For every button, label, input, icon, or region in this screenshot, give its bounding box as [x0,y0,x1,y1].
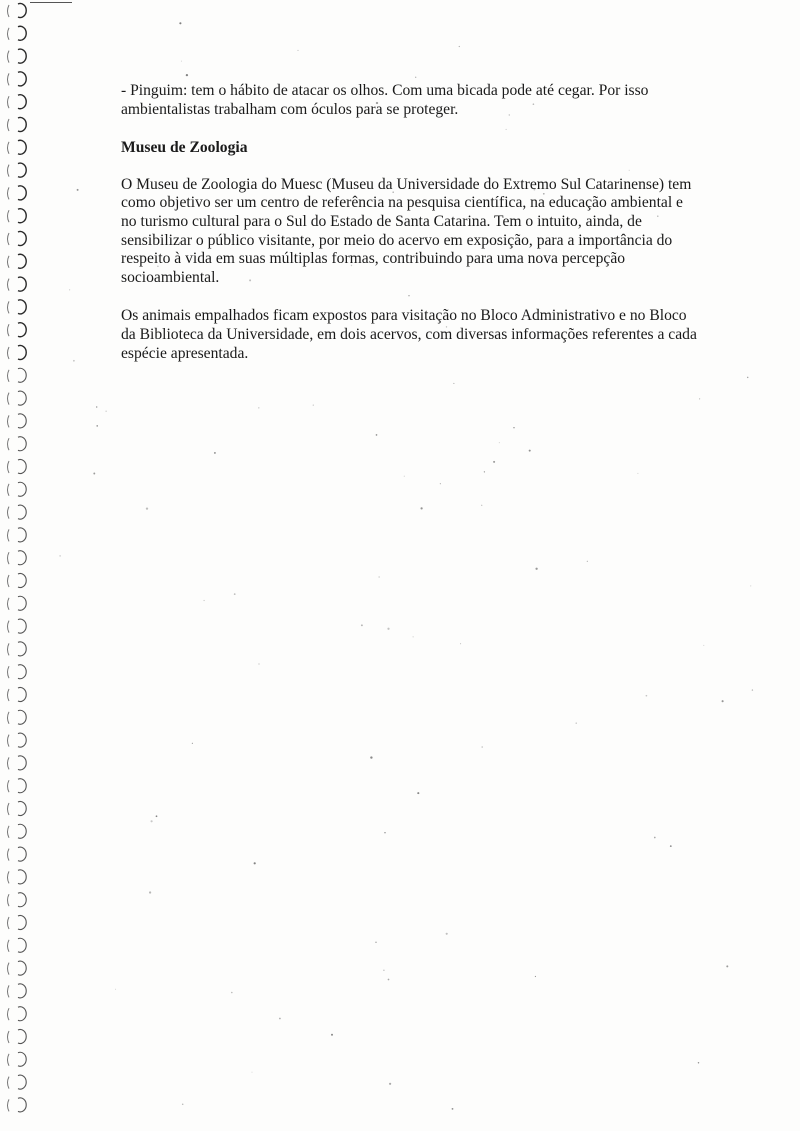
scan-speck [513,427,514,428]
scan-speck [535,568,537,570]
scan-speck [258,407,259,408]
scan-speck [384,832,385,833]
scan-speck [313,405,314,406]
scan-speck [151,820,153,822]
scan-speck [231,992,233,994]
scan-speck [415,77,416,78]
scan-speck [203,600,204,601]
scan-speck [376,434,378,436]
scan-speck [646,695,648,697]
scan-speck [234,593,236,595]
scan-speck [375,942,377,944]
scan-speck [214,452,216,454]
scan-speck [726,965,728,967]
scan-speck [576,722,577,723]
scan-speck [413,636,414,637]
scan-speck [747,377,749,379]
scan-speck [459,46,460,47]
spacer [121,287,701,307]
scan-speck [370,756,372,758]
scan-speck [453,383,454,384]
scan-speck [77,189,79,191]
scan-speck [192,743,193,744]
scan-speck [499,442,500,443]
scan-speck [654,837,656,839]
scan-speck [388,979,390,981]
scan-speck [59,555,61,557]
scan-speck [179,22,181,24]
exhibits-paragraph: Os animais empalhados ficam expostos para visitação no Bloco Administrativo e no Bloco da Biblioteca da Universidade, em dois acervos, com diversas informações referentes a cada espécie apresentada. [121,307,697,362]
scan-speck [379,577,380,578]
scan-speck [698,1062,699,1063]
intro-paragraph: - Pinguim: tem o hábito de atacar os olhos. Com uma bicada pode até cegar. Por isso ambientalistas trabalham com óculos para se proteger. [121,82,649,118]
scan-speck [383,970,385,972]
scan-speck [637,473,638,474]
scan-speck [182,1103,184,1105]
scan-speck [73,360,75,362]
scan-speck [106,411,107,412]
scan-speck [484,471,485,472]
document-body [121,82,701,363]
scan-speck [752,689,753,690]
scan-speck [404,476,405,477]
spacer [121,119,701,139]
section-heading: Museu de Zoologia [121,139,248,157]
scan-speck [452,1108,454,1110]
scan-speck [481,505,482,506]
scan-speck [587,561,588,562]
scan-speck [417,792,419,794]
scan-speck [115,989,116,990]
scan-speck [93,473,95,475]
scan-speck [703,645,704,646]
museum-description-paragraph: O Museu de Zoologia do Muesc (Museu da Universidade do Extremo Sul Catarinense) tem como objetivo ser um centro de referência na pesquisa científica, na educação ambiental e no turismo cultural para o Sul do Estado de Santa Catarina. Tem o intuito, ainda, de sensibilizar o público visitante, por meio do acervo em exposição, para a importância do respeito à vida em suas múltiplas formas, contribuindo para uma nova percepção socioambiental. [121,175,692,286]
scan-speck [298,50,299,51]
scan-speck [722,700,724,702]
scan-speck [96,406,97,407]
scan-speck [252,1072,253,1073]
scan-speck [254,862,256,864]
scan-speck [699,398,700,399]
scan-speck [146,507,148,509]
scan-speck [493,461,495,463]
spacer [121,158,701,176]
scan-speck [149,891,151,893]
scan-speck [69,289,70,290]
scan-speck [440,483,441,484]
scan-speck [258,663,259,664]
scan-speck [481,746,483,748]
scan-speck [420,507,422,509]
scan-speck [96,425,98,427]
scan-speck [529,450,531,452]
scan-speck [361,624,363,626]
scan-speck [279,1018,281,1020]
scan-speck [670,845,672,847]
scan-speck [181,61,182,62]
scan-speck [186,74,188,76]
scan-speck [535,976,536,977]
scan-speck [750,585,751,586]
scan-speck [156,815,158,817]
scan-speck [331,1034,333,1036]
scan-speck [460,643,461,644]
scan-speck [389,1083,391,1085]
scan-speck [446,933,448,935]
scan-speck [387,628,389,630]
